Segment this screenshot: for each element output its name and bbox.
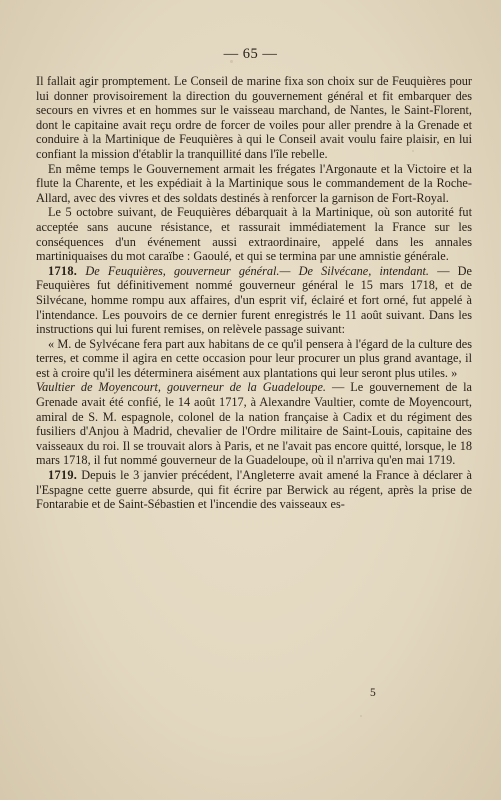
signature-mark: 5 [370,687,376,699]
paragraph-1: Il fallait agir promptement. Le Conseil de marine fixa son choix sur de Feuquières pour lui donner provisoirement la direction du gouvernement général et fit embarquer des secours en vivres et en hommes sur le vaisseau marchand, de Nantes, le Saint-Florent, dont le capitaine avait reçu ordre de forcer de voiles pour aller prendre à la Grenade et conduire à la Martinique de Feuquières à qui le Conseil avait voulu faire plaisir, en lui confiant la mission d'établir la tranquillité dans l'île rebelle. [36,74,472,161]
year-heading: 1719. [48,468,78,483]
body-text [36,74,472,512]
section-heading: Vaultier de Moyencourt, gouverneur de la Guadeloupe. [36,380,326,395]
section-heading: De Feuquières, gouverneur général.— De Silvécane, intendant. [85,263,429,278]
paragraph-6: Vaultier de Moyencourt, gouverneur de la Guadeloupe. — Le gouvernement de la Grenade avait été confié, le 14 août 1717, à Alexandre Vaultier, comte de Moyencourt, amiral de S. M. espagnole, colonel de la nation française à Cadix et du régiment des fusiliers d'Anjou à Madrid, chevalier de l'Ordre militaire de Saint-Louis, capitaine des vaisseaux du roi. Il se trouvait alors à Paris, et ne l'avait pas encore quitté, lorsque, le 18 mars 1718, il fut nommé gouverneur de la Guadeloupe, où il n'arriva qu'en mai 1719. [36,380,473,468]
year-heading: 1718. [48,263,78,278]
paragraph-7: 1719. Depuis le 3 janvier précédent, l'Angleterre avait amené la France à déclarer à l'Espagne cette guerre absurde, qui fit écrire par Berwick au régent, après la prise de Fontarabie et de Saint-Sébastien et l'incendie des vaisseaux es- [36,468,472,512]
page-number: — 65 — [223,46,278,62]
paragraph-3: Le 5 octobre suivant, de Feuquières débarquait à la Martinique, où son autorité fut acceptée sans aucune résistance, et rassurait immédiatement la France sur les conséquences d'un événement aussi extraordinaire, appelé dans les annales martiniquaises du mot caraïbe : Gaoulé, et qui se termina par une amnistie générale. [36,205,472,264]
paragraph-2: En même temps le Gouvernement armait les frégates l'Argonaute et la Victoire et la flute la Charente, et les expédiait à la Martinique sous le commandement de la Roche-Allard, avec des vivres et des soldats destinés à renforcer la garnison de Fort-Royal. [36,161,472,205]
paragraph-4: 1718. De Feuquières, gouverneur général.— De Silvécane, intendant. — De Feuquières fut définitivement nommé gouverneur général le 15 mars 1718, et de Silvécane, homme rompu aux affaires, d'un esprit vif, éclairé et fort orné, fut appelé à l'intendance. Les pouvoirs de ce dernier furent enregistrés le 11 août suivant. Dans les instructions qui lui furent remises, on relèvele passage suivant: [36,263,472,337]
paragraph-5: « M. de Sylvécane fera part aux habitans de ce qu'il pensera à l'égard de la culture des terres, et comme il agira en cette occasion pour leur procurer un plus grand avantage, il est à croire qu'il les déterminera aisément aux plantations qui leur seront plus utiles. » [36,336,472,380]
